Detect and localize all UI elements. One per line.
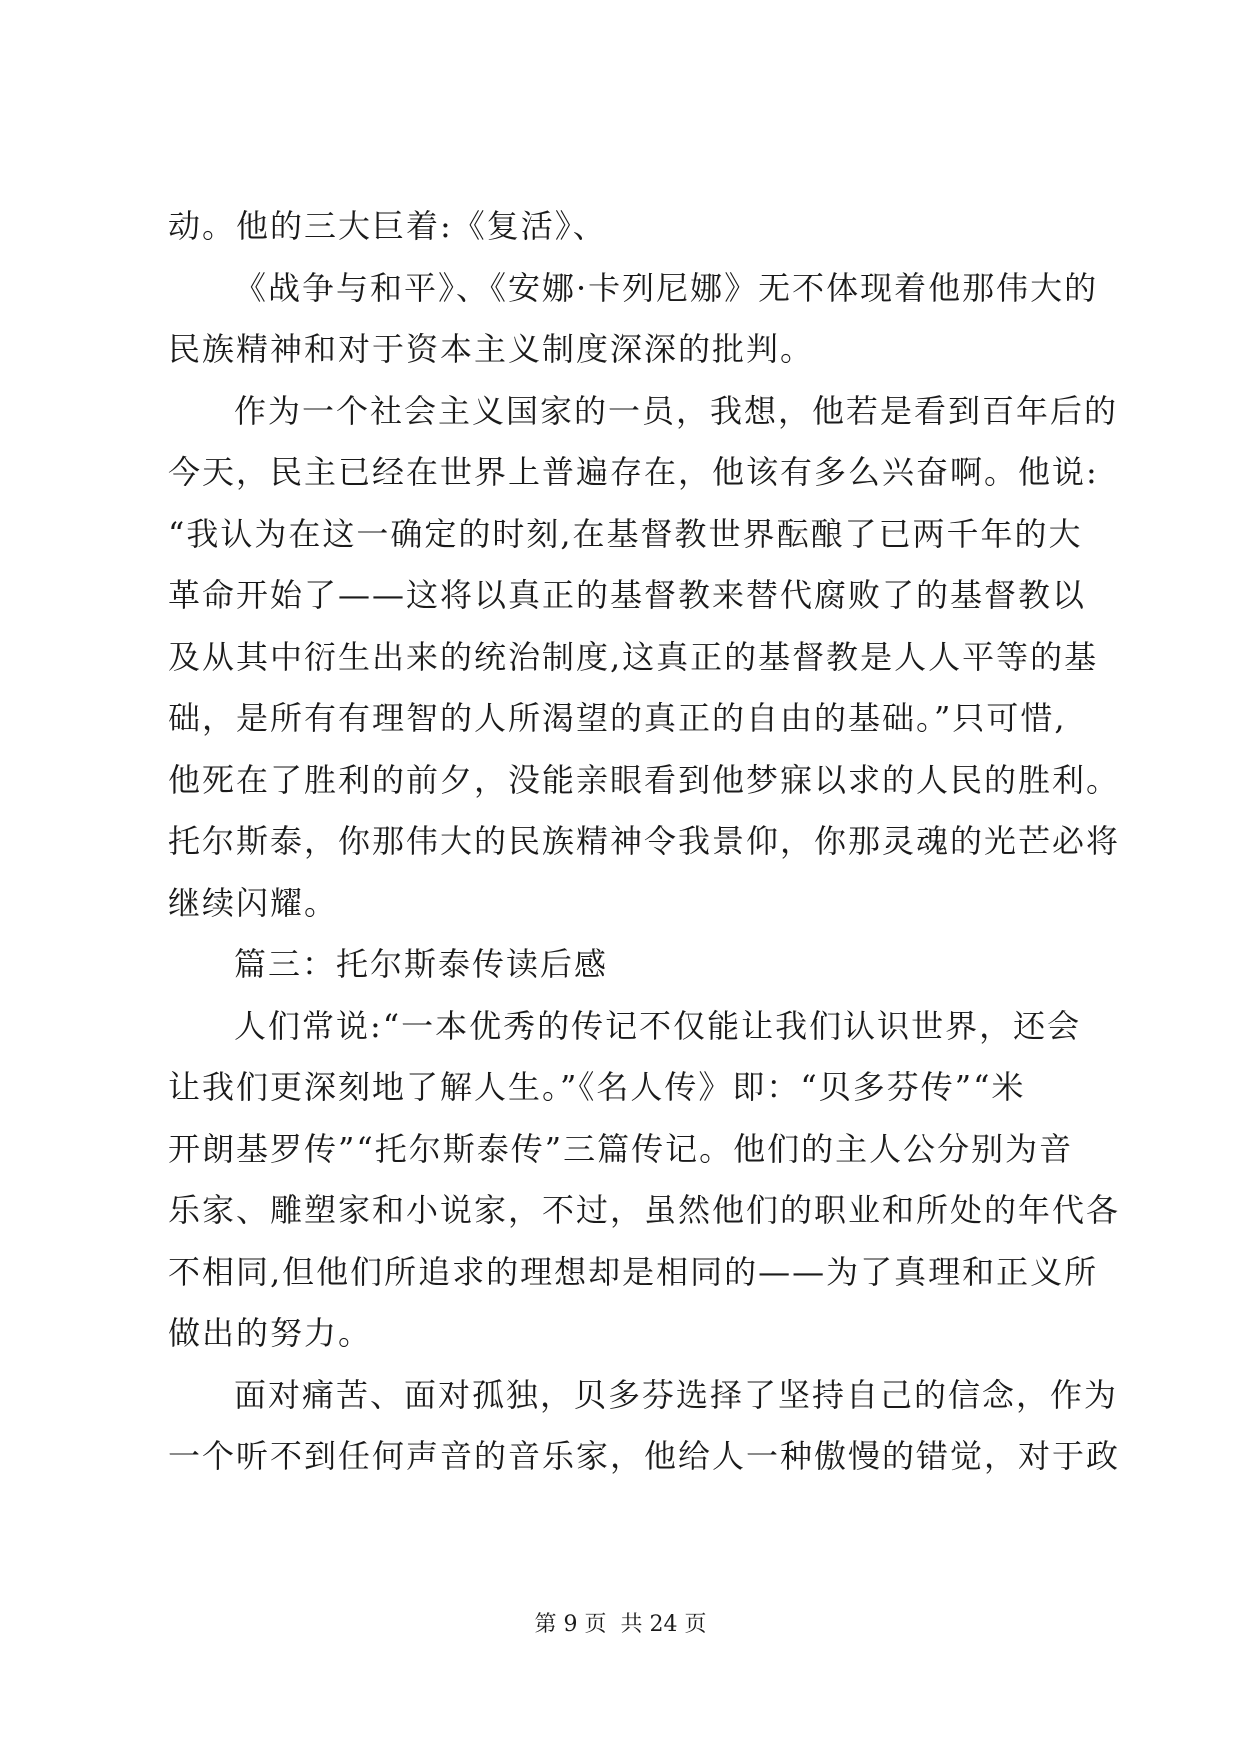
text-line: 一个听不到任何声音的音乐家，他给人一种傲慢的错觉，对于政 [168,1437,1121,1475]
text-line: 继续闪耀。 [168,883,339,922]
text-line: 人们常说:“一本优秀的传记不仅能让我们认识世界，还会 [234,1006,1082,1045]
text-line: 让我们更深刻地了解人生。”《名人传》即：“贝多芬传”“米 [168,1068,1026,1106]
text-line: 做出的努力。 [168,1314,373,1352]
text-line: 不相同,但他们所追求的理想却是相同的——为了真理和正义所 [168,1252,1099,1291]
text-line: 开朗基罗传”“托尔斯泰传”三篇传记。他们的主人公分别为音 [168,1129,1074,1168]
text-line: 托尔斯泰，你那伟大的民族精神令我景仰，你那灵魂的光芒必将 [168,822,1121,860]
text-line: 及从其中衍生出来的统治制度,这真正的基督教是人人平等的基 [168,637,1099,676]
text-line: 础，是所有有理智的人所渴望的真正的自由的基础。”只可惜, [168,699,1067,737]
text-line: 作为一个社会主义国家的一员，我想，他若是看到百年后的 [234,391,1119,430]
text-line: 动。他的三大巨着:《复活》、 [168,207,607,245]
page-number-footer: 第 9 页 共 24 页 [534,1612,707,1637]
text-line: 面对痛苦、面对孤独，贝多芬选择了坚持自己的信念，作为 [234,1375,1119,1414]
text-line: 革命开始了——这将以真正的基督教来替代腐败了的基督教以 [168,576,1087,614]
text-line: “我认为在这一确定的时刻,在基督教世界酝酿了已两千年的大 [168,514,1083,553]
text-line: 他死在了胜利的前夕，没能亲眼看到他梦寐以求的人民的胜利。 [168,760,1121,799]
body-text [168,196,1121,1488]
text-line: 今天，民主已经在世界上普遍存在，他该有多么兴奋啊。他说: [168,453,1099,491]
text-line: 民族精神和对于资本主义制度深深的批判。 [168,330,815,368]
section-heading: 篇三：托尔斯泰传读后感 [234,945,609,983]
text-line: 《战争与和平》、《安娜·卡列尼娜》无不体现着他那伟大的 [234,268,1099,307]
text-line: 乐家、雕塑家和小说家，不过，虽然他们的职业和所处的年代各 [168,1191,1121,1229]
